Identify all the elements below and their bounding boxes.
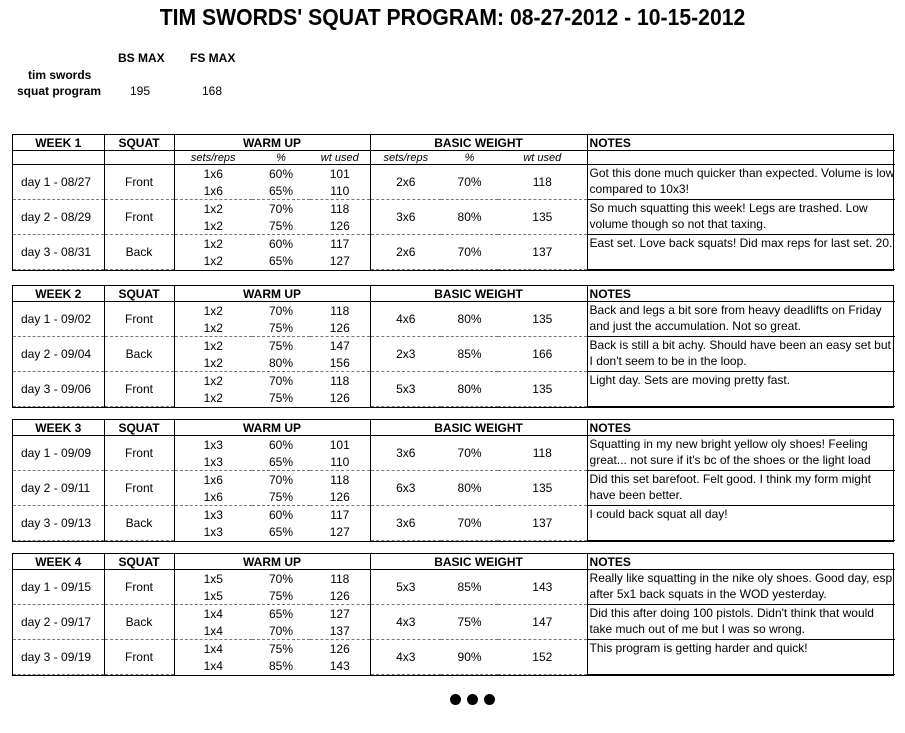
warmup-pct: 60%: [268, 507, 294, 522]
warmup-pct: 60%: [268, 166, 294, 181]
warmup-sets-reps: 1x2: [174, 354, 252, 372]
program-label-line2: squat program: [17, 84, 102, 98]
warmup-sets-reps: 1x2: [174, 302, 252, 320]
squat-type: Front: [104, 165, 174, 200]
squat-type: Front: [104, 302, 174, 337]
basic-sets-reps: 5x3: [370, 372, 441, 407]
page-title: TIM SWORDS' SQUAT PROGRAM: 08-27-2012 - 10-15-2012: [159, 4, 746, 30]
warmup-sets-reps: 1x2: [174, 319, 252, 337]
notes-cell: Back and legs a bit sore from heavy deadlifts on Friday and just the accumulation. Not so great.: [587, 302, 895, 337]
warmup-pct: 70%: [268, 201, 294, 216]
squat-header: SQUAT: [104, 135, 174, 151]
warmup-pct: 65%: [268, 606, 294, 621]
basic-wt: 135: [498, 200, 587, 235]
warmup-sets-reps: 1x5: [174, 570, 252, 588]
warmup-sets-reps: 1x2: [174, 235, 252, 253]
basic-wt: 135: [498, 302, 587, 337]
basic-wt: 135: [498, 372, 587, 407]
basic-wt: 166: [498, 337, 587, 372]
basic-pct-header: %: [441, 151, 498, 165]
notes-cell: Got this done much quicker than expected. Volume is low compared to 10x3!: [587, 165, 895, 200]
warmup-pct: 75%: [268, 390, 294, 405]
warmup-sets-reps: 1x3: [174, 523, 252, 540]
warmup-sets-reps: 1x4: [174, 657, 252, 674]
warmup-pct-header: %: [252, 151, 310, 165]
warmup-wt: 127: [329, 606, 350, 621]
day-label: day 1 - 09/09: [13, 436, 104, 471]
warmup-sets-reps: 1x6: [174, 165, 252, 183]
notes-header: NOTES: [587, 286, 895, 302]
basic-weight-header: BASIC WEIGHT: [370, 286, 587, 302]
basic-pct: 80%: [441, 200, 498, 235]
warmup-wt: 126: [329, 641, 350, 656]
week-table: [12, 419, 894, 542]
warmup-pct: 75%: [252, 488, 310, 506]
dot-icon: [450, 694, 461, 705]
basic-wt: 137: [498, 506, 587, 541]
notes-cell: Squatting in my new bright yellow oly shoes! Feeling great... not sure if it's bc of the shoes or the light load: [587, 436, 895, 471]
warmup-pct: 70%: [268, 571, 294, 586]
basic-weight-header: BASIC WEIGHT: [370, 135, 587, 151]
basic-wt-header: wt used: [498, 151, 587, 165]
basic-wt: 152: [498, 640, 587, 675]
basic-sets-reps: 5x3: [370, 570, 441, 605]
squat-type: Front: [104, 640, 174, 675]
warmup-sets-reps: 1x2: [174, 200, 252, 218]
basic-sets-reps: 2x6: [370, 165, 441, 200]
day-label: day 2 - 09/04: [13, 337, 104, 372]
warmup-pct: 80%: [252, 354, 310, 372]
warmup-sets-reps: 1x2: [174, 372, 252, 390]
dot-icon: [484, 694, 495, 705]
notes-cell: I could back squat all day!: [587, 506, 895, 541]
basic-pct: 75%: [441, 605, 498, 640]
warmup-wt: 101: [329, 437, 350, 452]
warmup-pct: 70%: [252, 622, 310, 640]
fs-max-label: FS MAX: [190, 51, 236, 65]
warmup-wt: 126: [310, 319, 370, 337]
warmup-wt: 143: [329, 658, 350, 673]
squat-type: Front: [104, 471, 174, 506]
day-label: day 1 - 08/27: [13, 165, 104, 200]
notes-cell: Did this after doing 100 pistols. Didn't think that would take much out of me but I was so wrong.: [587, 605, 895, 640]
week-label: WEEK 1: [13, 135, 104, 151]
blank-cell: [587, 151, 895, 165]
warmup-wt: 127: [329, 253, 350, 268]
warmup-sets-reps: 1x5: [174, 587, 252, 605]
week-table: [12, 285, 894, 408]
warmup-sets-reps: 1x4: [174, 622, 252, 640]
basic-sets-reps: 3x6: [370, 506, 441, 541]
basic-sets-reps: 6x3: [370, 471, 441, 506]
warmup-wt: 118: [330, 373, 350, 388]
notes-cell: Light day. Sets are moving pretty fast.: [587, 372, 895, 407]
squat-type: Front: [104, 372, 174, 407]
notes-header: NOTES: [587, 554, 895, 570]
day-label: day 3 - 09/06: [13, 372, 104, 407]
notes-cell: Back is still a bit achy. Should have been an easy set but I don't seem to be in the loop.: [587, 337, 895, 372]
warmup-sets-reps: 1x2: [174, 217, 252, 235]
warmup-pct: 75%: [268, 641, 294, 656]
basic-pct: 70%: [441, 235, 498, 270]
warmup-sets-reps: 1x3: [174, 506, 252, 524]
week-label: WEEK 4: [13, 554, 104, 570]
basic-sets-reps-header: sets/reps: [370, 151, 441, 165]
warm-up-header: WARM UP: [174, 135, 370, 151]
warm-up-header: WARM UP: [174, 554, 370, 570]
warmup-wt: 137: [310, 622, 370, 640]
warmup-wt: 110: [310, 453, 370, 471]
warmup-wt: 118: [330, 472, 350, 487]
basic-pct: 70%: [441, 506, 498, 541]
blank-cell: [104, 151, 174, 165]
notes-header: NOTES: [587, 420, 895, 436]
day-label: day 3 - 09/19: [13, 640, 104, 675]
program-label-line1: tim swords: [28, 68, 92, 82]
warmup-pct: 65%: [252, 453, 310, 471]
blank-cell: [13, 151, 104, 165]
squat-type: Front: [104, 436, 174, 471]
basic-wt: 147: [498, 605, 587, 640]
notes-cell: East set. Love back squats! Did max reps for last set. 20.: [587, 235, 895, 270]
day-label: day 1 - 09/02: [13, 302, 104, 337]
warmup-pct: 75%: [268, 338, 294, 353]
warm-up-header: WARM UP: [174, 420, 370, 436]
warmup-wt: 127: [329, 524, 350, 539]
warmup-pct: 65%: [268, 253, 294, 268]
basic-pct: 80%: [441, 372, 498, 407]
basic-wt: 137: [498, 235, 587, 270]
week-table: [12, 134, 894, 271]
warmup-wt: 156: [310, 354, 370, 372]
day-label: day 2 - 09/11: [13, 471, 104, 506]
warmup-wt: 118: [330, 303, 350, 318]
squat-type: Back: [104, 605, 174, 640]
warmup-wt: 126: [310, 488, 370, 506]
warmup-sets-reps: 1x4: [174, 605, 252, 623]
warmup-wt-header: wt used: [310, 151, 370, 165]
basic-sets-reps: 2x3: [370, 337, 441, 372]
basic-sets-reps: 2x6: [370, 235, 441, 270]
warmup-sets-reps: 1x4: [174, 640, 252, 658]
warmup-sets-reps: 1x6: [174, 488, 252, 506]
squat-header: SQUAT: [104, 554, 174, 570]
notes-cell: So much squatting this week! Legs are trashed. Low volume though so not that taxing.: [587, 200, 895, 235]
warmup-pct: 85%: [268, 658, 294, 673]
basic-pct: 70%: [441, 436, 498, 471]
squat-type: Back: [104, 337, 174, 372]
basic-weight-header: BASIC WEIGHT: [370, 420, 587, 436]
warmup-wt: 126: [310, 217, 370, 235]
basic-weight-header: BASIC WEIGHT: [370, 554, 587, 570]
notes-cell: Really like squatting in the nike oly shoes. Good day, esp after 5x1 back squats in the WOD yesterday.: [587, 570, 895, 605]
squat-header: SQUAT: [104, 420, 174, 436]
fs-max-value: 168: [202, 84, 223, 98]
warmup-wt: 110: [310, 182, 370, 200]
notes-header: NOTES: [587, 135, 895, 151]
warmup-pct: 70%: [268, 373, 294, 388]
basic-sets-reps: 4x3: [370, 640, 441, 675]
basic-pct: 90%: [441, 640, 498, 675]
warmup-pct: 60%: [268, 236, 294, 251]
day-label: day 1 - 09/15: [13, 570, 104, 605]
week-label: WEEK 2: [13, 286, 104, 302]
warmup-wt: 126: [329, 390, 350, 405]
day-label: day 2 - 09/17: [13, 605, 104, 640]
warmup-wt: 126: [310, 587, 370, 605]
basic-pct: 70%: [441, 165, 498, 200]
dot-icon: [467, 694, 478, 705]
warmup-pct: 75%: [252, 319, 310, 337]
warmup-pct: 75%: [252, 587, 310, 605]
more-indicator: [450, 694, 495, 705]
warmup-pct: 70%: [268, 472, 294, 487]
warmup-sets-reps: 1x6: [174, 471, 252, 489]
basic-wt: 118: [498, 165, 587, 200]
basic-pct: 85%: [441, 570, 498, 605]
squat-type: Front: [104, 200, 174, 235]
warmup-pct: 60%: [268, 437, 294, 452]
warmup-sets-reps: 1x6: [174, 182, 252, 200]
warm-up-header: WARM UP: [174, 286, 370, 302]
warmup-sets-reps: 1x3: [174, 436, 252, 454]
squat-type: Back: [104, 235, 174, 270]
basic-wt: 118: [498, 436, 587, 471]
warmup-sets-reps: 1x2: [174, 389, 252, 406]
warmup-sets-reps: 1x3: [174, 453, 252, 471]
day-label: day 3 - 09/13: [13, 506, 104, 541]
basic-sets-reps: 3x6: [370, 200, 441, 235]
warmup-sets-reps: 1x2: [174, 337, 252, 355]
warmup-wt: 147: [329, 338, 350, 353]
warmup-pct: 65%: [268, 524, 294, 539]
bs-max-label: BS MAX: [118, 51, 165, 65]
basic-pct: 80%: [441, 471, 498, 506]
squat-type: Back: [104, 506, 174, 541]
warmup-wt: 101: [329, 166, 350, 181]
warmup-wt: 118: [330, 201, 350, 216]
notes-cell: This program is getting harder and quick!: [587, 640, 895, 675]
basic-pct: 80%: [441, 302, 498, 337]
day-label: day 2 - 08/29: [13, 200, 104, 235]
warmup-pct: 70%: [268, 303, 294, 318]
warmup-wt: 117: [330, 507, 350, 522]
warmup-wt: 117: [330, 236, 350, 251]
notes-cell: Did this set barefoot. Felt good. I think my form might have been better.: [587, 471, 895, 506]
week-label: WEEK 3: [13, 420, 104, 436]
basic-sets-reps: 4x3: [370, 605, 441, 640]
basic-pct: 85%: [441, 337, 498, 372]
basic-sets-reps: 3x6: [370, 436, 441, 471]
warmup-sets-reps-header: sets/reps: [174, 151, 252, 165]
warmup-wt: 118: [330, 571, 350, 586]
week-table: [12, 553, 894, 676]
warmup-pct: 75%: [252, 217, 310, 235]
squat-type: Front: [104, 570, 174, 605]
bs-max-value: 195: [130, 84, 151, 98]
basic-sets-reps: 4x6: [370, 302, 441, 337]
basic-wt: 143: [498, 570, 587, 605]
basic-wt: 135: [498, 471, 587, 506]
day-label: day 3 - 08/31: [13, 235, 104, 270]
warmup-sets-reps: 1x2: [174, 252, 252, 269]
squat-header: SQUAT: [104, 286, 174, 302]
warmup-pct: 65%: [252, 182, 310, 200]
